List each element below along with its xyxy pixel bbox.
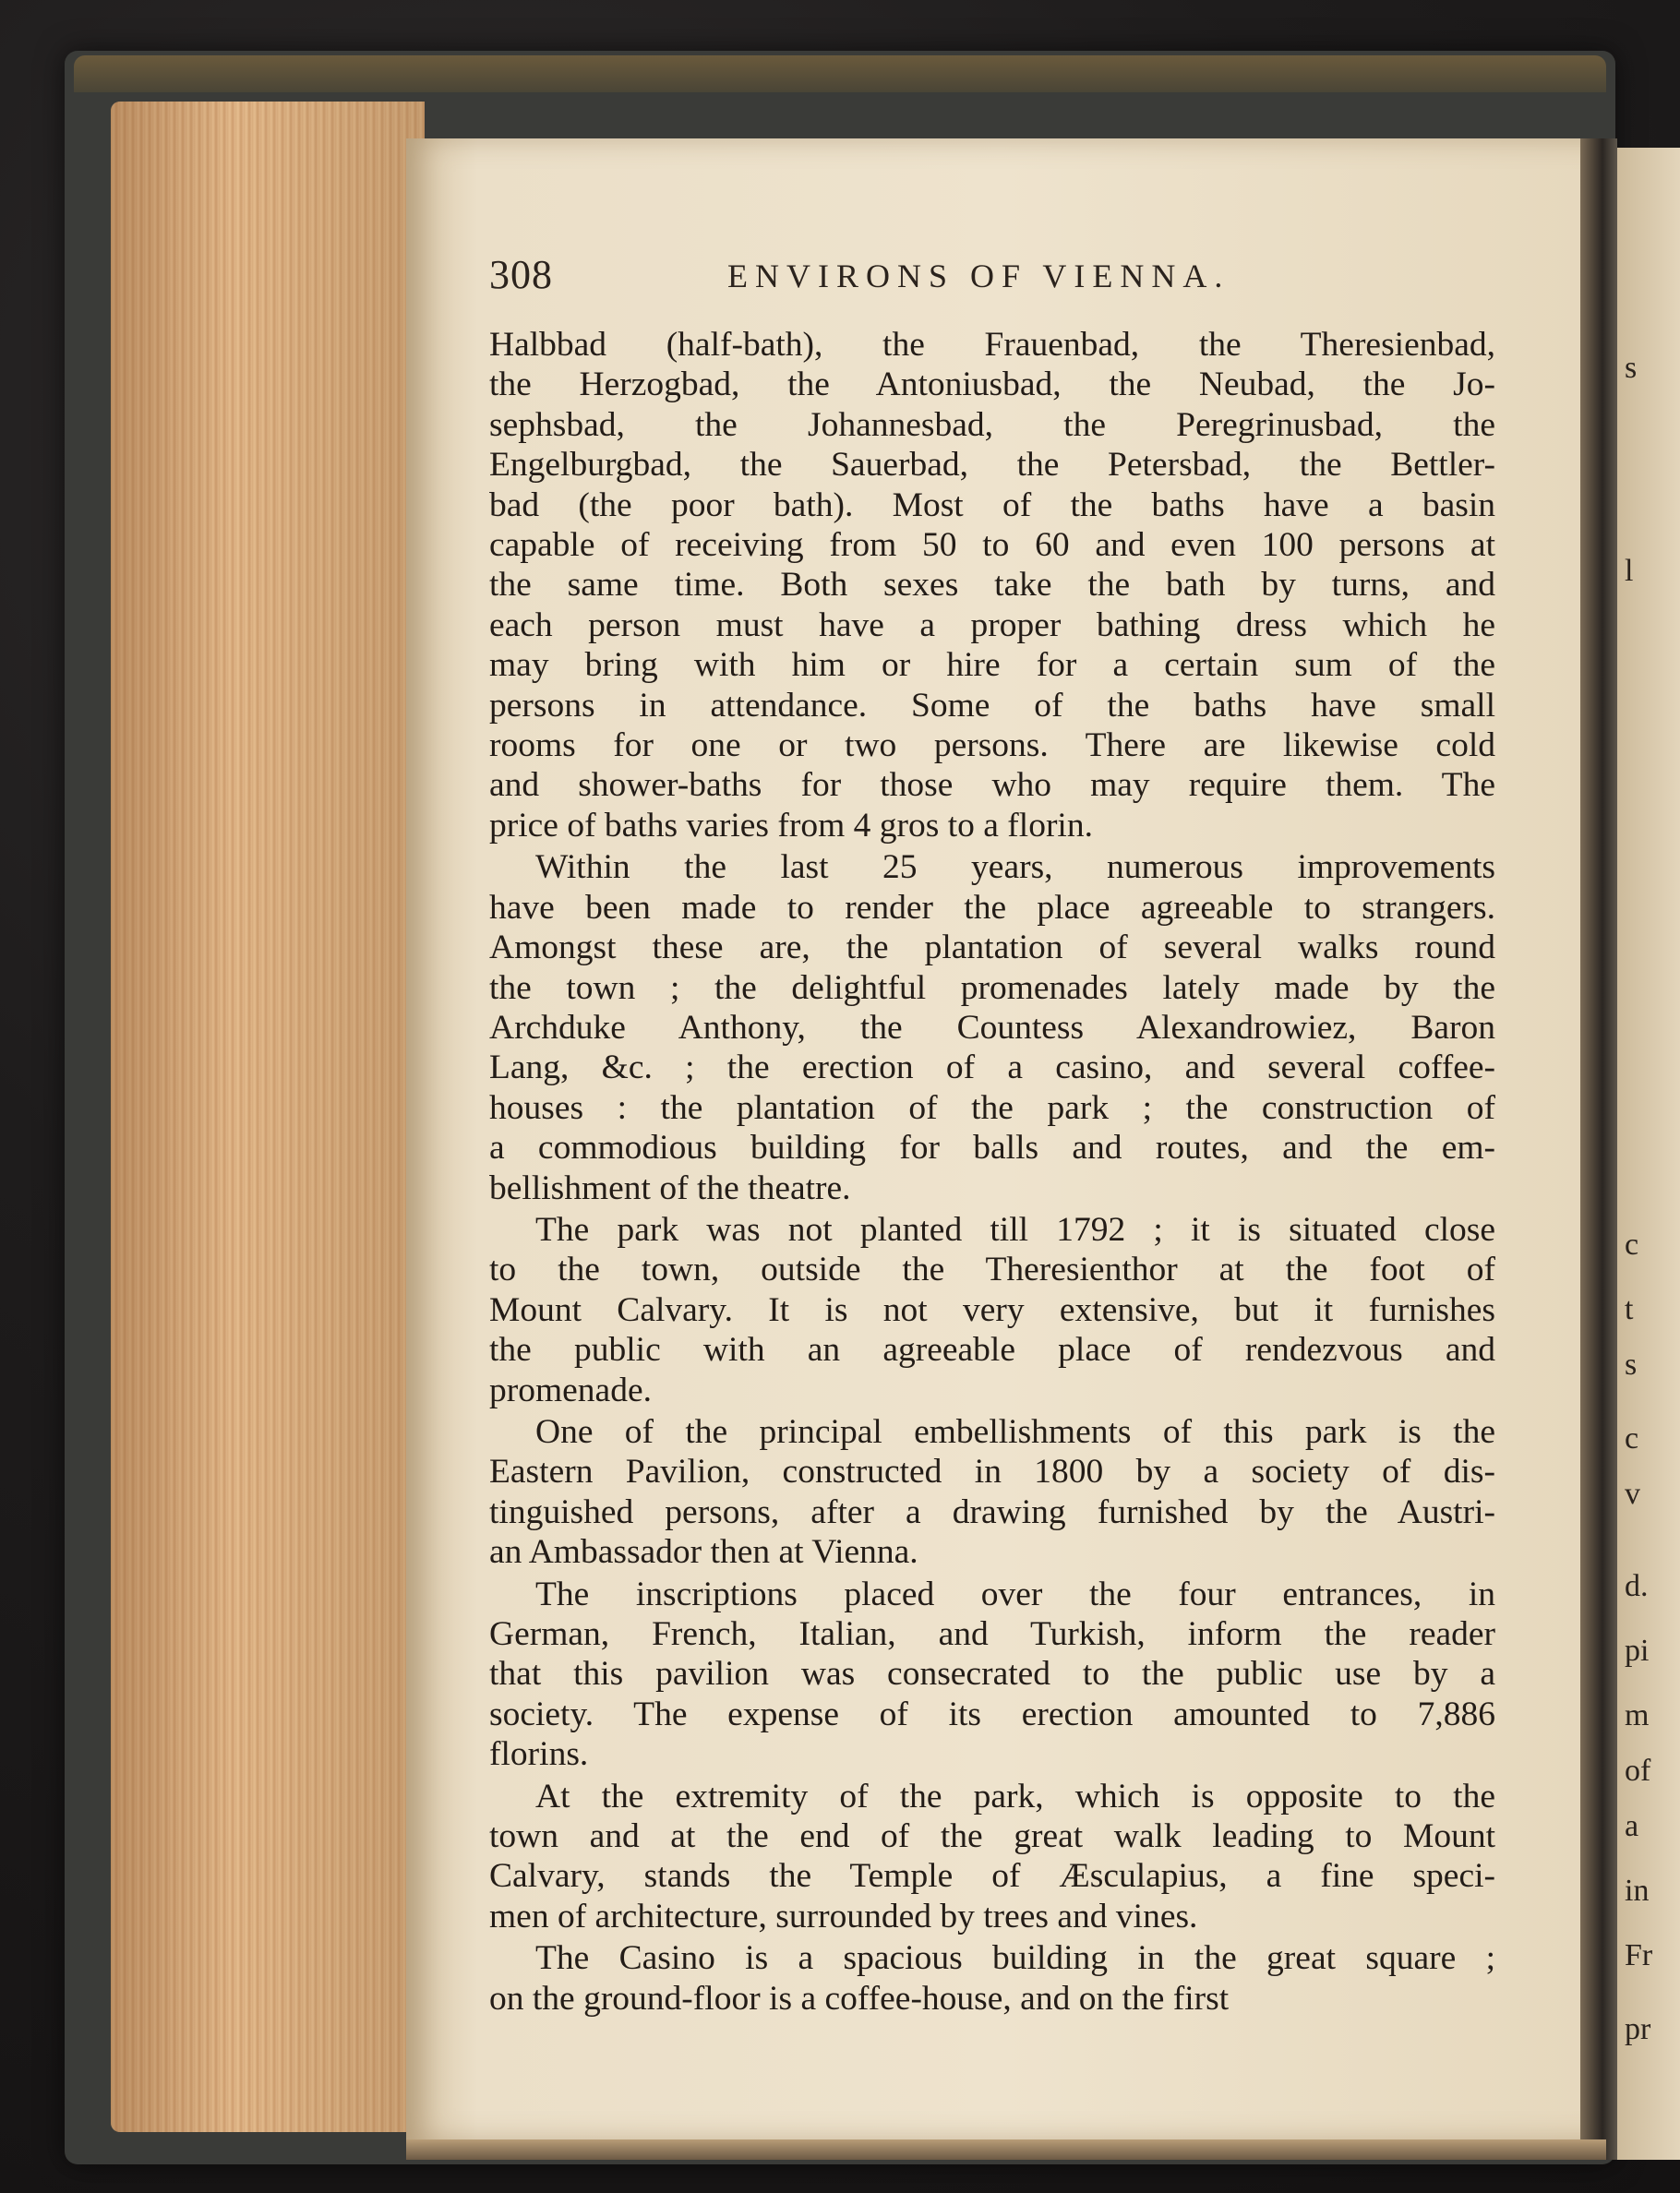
text-line: the Herzogbad, the Antoniusbad, the Neubad, the Jo-	[489, 366, 1495, 404]
facing-page-fragment: l	[1625, 554, 1634, 588]
paragraph	[489, 1938, 1495, 2019]
facing-page-fragment: v	[1625, 1477, 1640, 1511]
text-line: on the ground-floor is a coffee-house, and on the first	[489, 1979, 1230, 2018]
facing-page-fragment: pr	[1625, 2012, 1651, 2046]
text-line: bad (the poor bath). Most of the baths have a basin	[489, 485, 1495, 524]
paragraph	[489, 1777, 1495, 1937]
text-line: tinguished persons, after a drawing furnished by the Austri-	[489, 1492, 1495, 1531]
running-header	[489, 251, 1486, 306]
text-line: have been made to render the place agreeable to strangers.	[489, 888, 1495, 927]
paragraph	[489, 325, 1495, 845]
facing-page-fragment: of	[1625, 1754, 1651, 1788]
facing-page-fragment: a	[1625, 1809, 1639, 1843]
facing-page-fragment: s	[1625, 1348, 1638, 1382]
text-line: Amongst these are, the plantation of several walks round	[489, 929, 1495, 967]
text-line: the same time. Both sexes take the bath by turns, and	[489, 566, 1495, 605]
text-line: Within the last 25 years, numerous improvements	[535, 848, 1495, 887]
text-line: florins.	[489, 1735, 589, 1774]
page-body-text	[489, 325, 1495, 2019]
page-number: 308	[489, 252, 553, 297]
facing-page-fragment: s	[1625, 351, 1638, 385]
text-line: price of baths varies from 4 gros to a florin.	[489, 806, 1093, 845]
text-line: At the extremity of the park, which is opposite to the	[535, 1777, 1495, 1816]
page-block-shading	[111, 102, 425, 2132]
text-line: persons in attendance. Some of the baths have small	[489, 686, 1495, 725]
facing-page-strip	[1617, 148, 1680, 2160]
facing-page-fragment: d.	[1625, 1569, 1649, 1603]
paragraph	[489, 1210, 1495, 1410]
text-line: bellishment of the theatre.	[489, 1168, 851, 1207]
facing-page-fragment: m	[1625, 1698, 1650, 1732]
facing-page-fragment: c	[1625, 1228, 1639, 1262]
text-line: Lang, &c. ; the erection of a casino, and several coffee-	[489, 1049, 1495, 1087]
text-line: Mount Calvary. It is not very extensive, but it furnishes	[489, 1290, 1495, 1329]
text-line: Calvary, stands the Temple of Æsculapius, a fine speci-	[489, 1857, 1495, 1896]
text-line: the town ; the delightful promenades lately made by the	[489, 968, 1495, 1007]
facing-page-fragment: t	[1625, 1292, 1634, 1326]
text-line: The park was not planted till 1792 ; it is situated close	[535, 1210, 1495, 1249]
text-line: sephsbad, the Johannesbad, the Peregrinusbad, the	[489, 405, 1495, 444]
facing-page-fragment: in	[1625, 1874, 1650, 1908]
text-line: an Ambassador then at Vienna.	[489, 1533, 918, 1572]
text-line: Engelburgbad, the Sauerbad, the Petersbad, the Bettler-	[489, 446, 1495, 485]
text-line: Halbbad (half-bath), the Frauenbad, the Theresienbad,	[489, 326, 1495, 364]
facing-page-fragment: c	[1625, 1421, 1639, 1456]
paragraph	[489, 847, 1495, 1208]
text-line: and shower-baths for those who may require them. The	[489, 766, 1495, 805]
text-line: houses : the plantation of the park ; the construction of	[489, 1088, 1495, 1127]
text-line: The inscriptions placed over the four entrances, in	[535, 1575, 1495, 1613]
paragraph	[489, 1575, 1495, 1775]
text-line: rooms for one or two persons. There are likewise cold	[489, 726, 1495, 765]
paragraph	[489, 1412, 1495, 1573]
text-line: capable of receiving from 50 to 60 and even 100 persons at	[489, 526, 1495, 565]
cover-top-edge	[74, 55, 1606, 92]
text-line: town and at the end of the great walk leading to Mount	[489, 1817, 1495, 1856]
running-title: ENVIRONS OF VIENNA.	[727, 258, 1230, 294]
text-line: men of architecture, surrounded by trees and vines.	[489, 1897, 1198, 1935]
page-bottom-edge	[406, 2139, 1606, 2160]
book-gutter	[1580, 138, 1617, 2160]
facing-page-fragment: pi	[1625, 1634, 1650, 1668]
text-line: Archduke Anthony, the Countess Alexandrowiez, Baron	[489, 1008, 1495, 1047]
text-line: may bring with him or hire for a certain sum of the	[489, 646, 1495, 685]
text-line: The Casino is a spacious building in the great square ;	[535, 1939, 1495, 1978]
text-line: each person must have a proper bathing dress which he	[489, 605, 1495, 644]
text-line: society. The expense of its erection amounted to 7,886	[489, 1695, 1495, 1733]
text-line: One of the principal embellishments of this park is the	[535, 1412, 1495, 1451]
text-line: a commodious building for balls and routes, and the em-	[489, 1129, 1495, 1168]
text-line: German, French, Italian, and Turkish, inform the reader	[489, 1615, 1495, 1653]
facing-page-fragment: Fr	[1625, 1938, 1653, 1972]
text-line: that this pavilion was consecrated to the public use by a	[489, 1655, 1495, 1694]
text-line: Eastern Pavilion, constructed in 1800 by a society of dis-	[489, 1453, 1495, 1492]
text-line: to the town, outside the Theresienthor at the foot of	[489, 1251, 1495, 1289]
text-line: the public with an agreeable place of rendezvous and	[489, 1331, 1495, 1370]
text-line: promenade.	[489, 1371, 652, 1409]
